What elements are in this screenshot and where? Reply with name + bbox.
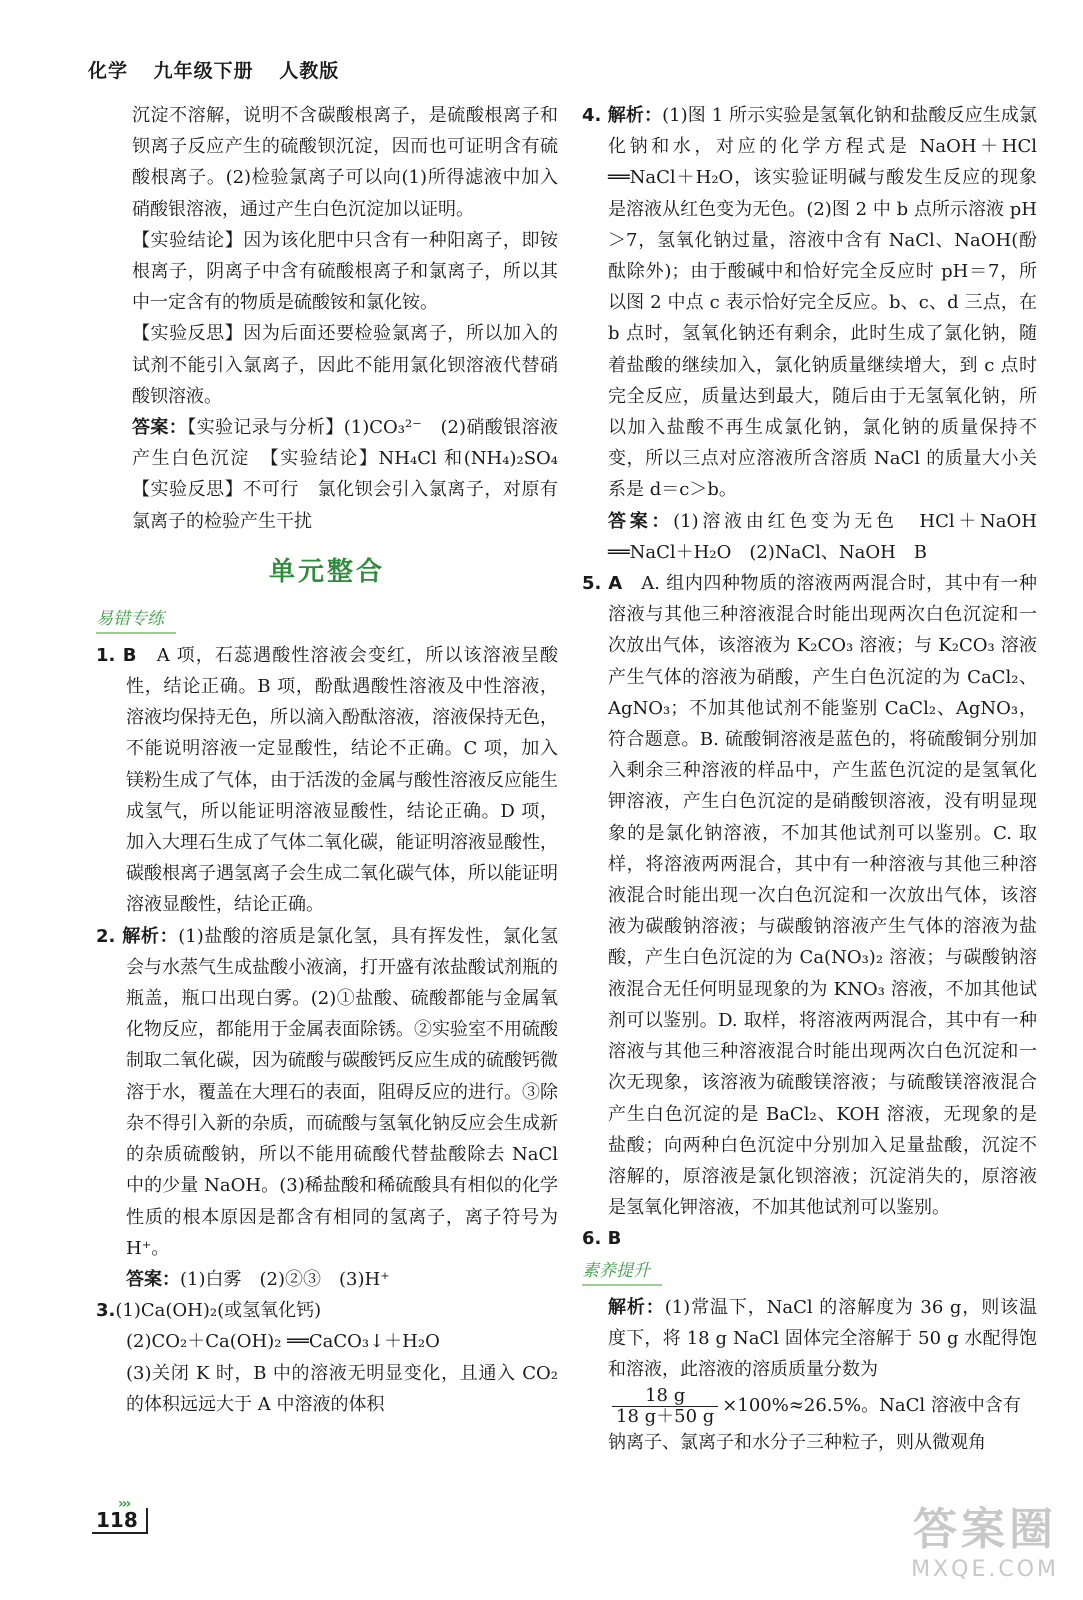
question-3-part-a: (1)Ca(OH)₂(或氢氧化钙) bbox=[115, 1300, 322, 1322]
question-3 bbox=[96, 1295, 558, 1326]
question-6-number: 6. B bbox=[582, 1228, 622, 1250]
unit-title: 单元整合 bbox=[268, 556, 385, 587]
question-7-text-a: (1)常温下，NaCl 的溶解度为 36 g，则该温度下，将 18 g NaCl 固体完全溶解于 50 g 水配得饱和溶液，此溶液的溶质质量分数为 bbox=[608, 1296, 1037, 1380]
question-5 bbox=[582, 568, 1037, 1223]
header-edition: 人教版 bbox=[279, 60, 340, 82]
question-4-answer bbox=[582, 506, 1037, 568]
fraction-numerator: 18 g bbox=[612, 1386, 718, 1407]
left-paragraph-2: 【实验结论】因为该化肥中只含有一种阳离子，即铵根离子，阴离子中含有硫酸根离子和氯离子，所以其中一定含有的物质是硫酸铵和氯化铵。 bbox=[132, 229, 558, 314]
section-label-errors: 易错专练 bbox=[96, 608, 176, 634]
question-1-number: 1. B bbox=[96, 644, 137, 666]
right-column bbox=[582, 100, 1037, 1458]
question-7 bbox=[582, 1292, 1037, 1386]
question-7-fraction-line bbox=[582, 1385, 1037, 1427]
question-2-answer bbox=[96, 1264, 558, 1295]
watermark-line-1: 答案圈 bbox=[913, 1504, 1058, 1555]
question-4 bbox=[582, 100, 1037, 506]
question-6 bbox=[582, 1223, 1037, 1254]
question-3-part-c: (3)关闭 K 时，B 中的溶液无明显变化，且通入 CO₂ 的体积远远大于 A 中溶液的体积 bbox=[126, 1362, 558, 1415]
question-3-part-b: (2)CO₂＋Ca(OH)₂ ══CaCO₃↓＋H₂O bbox=[126, 1331, 440, 1353]
left-answer bbox=[96, 412, 576, 537]
question-4-number: 4. 解析： bbox=[582, 105, 663, 126]
question-1 bbox=[96, 640, 558, 921]
left-paragraph-3: 【实验反思】因为后面还要检验氯离子，所以加入的试剂不能引入氯离子，因此不能用氯化钡溶液代替硝酸钡溶液。 bbox=[132, 323, 558, 407]
header-grade: 九年级下册 bbox=[153, 60, 254, 82]
question-5-text: A. 组内四种物质的溶液两两混合时，其中有一种溶液与其他三种溶液混合时能出现两次白色沉淀和一次放出气体，该溶液为 K₂CO₃ 溶液；与 K₂CO₃ 溶液产生气体的溶液为硝酸，产生白色沉淀的为 CaCl₂、AgNO₃；不加其他试剂不能鉴别 CaCl₂、AgNO₃，符合题意。B. 硫酸铜溶液是蓝色的，将硫酸铜分别加入剩余三种溶液的样品中，产生蓝色沉淀的是氢氧化钾溶液，产生白色沉淀的是硝酸钡溶液，没有明显现象的是氯化钠溶液，不加其他试剂可以鉴别。C. 取样，将溶液两两混合，其中有一种溶液与其他三种溶液混合时能出现一次白色沉淀和一次放出气体，该溶液为碳酸钠溶液；与碳酸钠溶液产生气体的溶液为盐酸，产生白色沉淀的为 Ca(NO₃)₂ 溶液；与碳酸钠溶液混合无任何明显现象的为 KNO₃ 溶液，不加其他试剂可以鉴别。D. 取样，将溶液两两混合，其中有一种溶液与其他三种溶液混合时能出现两次白色沉淀和一次无现象，该溶液为硫酸镁溶液；与硫酸镁溶液混合产生白色沉淀的是 BaCl₂、KOH 溶液，无现象的是盐酸；向两种白色沉淀中分别加入足量盐酸，沉淀不溶解的，原溶液是氯化钡溶液；沉淀消失的，原溶液是氢氧化钾溶液，不加其他试剂可以鉴别。 bbox=[608, 573, 1037, 1219]
question-2 bbox=[96, 921, 558, 1264]
question-7-text-b: ×100%≈26.5%。NaCl 溶液中含有 bbox=[722, 1395, 1021, 1417]
question-2-number: 2. 解析： bbox=[96, 925, 179, 947]
header-subject: 化学 bbox=[88, 60, 129, 82]
left-column bbox=[96, 100, 576, 1420]
question-7-text-c: 钠离子、氯离子和水分子三种粒子，则从微观角 bbox=[608, 1432, 986, 1454]
fraction-denominator: 18 g＋50 g bbox=[616, 1405, 715, 1427]
watermark bbox=[911, 1493, 1059, 1582]
question-7-label: 解析： bbox=[608, 1296, 665, 1318]
answer-label: 答案： bbox=[132, 417, 188, 439]
watermark-line-2: MXQE.COM bbox=[911, 1557, 1059, 1582]
question-4-text: (1)图 1 所示实验是氢氧化钠和盐酸反应生成氯化钠和水，对应的化学方程式是 NaOH＋HCl ══NaCl＋H₂O，该实验证明碱与酸发生反应的现象是溶液从红色变为无色。(2)图 2 中 b 点所示溶液 pH＞7，氢氧化钠过量，溶液中含有 NaCl、NaOH(酚酞除外)；由于酸碱中和恰好完全反应时 pH＝7，所以图 2 中点 c 表示恰好完全反应。b、c、d 三点，在 b 点时，氢氧化钠还有剩余，此时生成了氯化钠，随着盐酸的继续加入，氯化钠质量继续增大，到 c 点时完全反应，质量达到最大，随后由于无氢氧化钠，所以加入盐酸不再生成氯化钠，氯化钠的质量保持不变，所以三点对应溶液所含溶质 NaCl 的质量大小关系是 d＝c＞b。 bbox=[608, 105, 1037, 501]
question-4-answer-text: (1)溶液由红色变为无色 HCl＋NaOH ══NaCl＋H₂O (2)NaCl、NaOH B bbox=[608, 510, 1037, 563]
question-2-answer-text: (1)白雾 (2)②③ (3)H⁺ bbox=[180, 1268, 390, 1290]
question-5-number: 5. A bbox=[582, 573, 623, 595]
left-paragraph-1: 沉淀不溶解，说明不含碳酸根离子，是硫酸根离子和钡离子反应产生的硫酸钡沉淀，因而也可证明含有硫酸根离子。(2)检验氯离子可以向(1)所得滤液中加入硝酸银溶液，通过产生白色沉淀加以证明。 bbox=[132, 105, 558, 220]
section-label-literacy: 素养提升 bbox=[582, 1260, 662, 1286]
mass-fraction bbox=[612, 1386, 718, 1427]
question-2-text: (1)盐酸的溶质是氯化氢，具有挥发性，氯化氢会与水蒸气生成盐酸小液滴，打开盛有浓盐酸试剂瓶的瓶盖，瓶口出现白雾。(2)①盐酸、硫酸都能与金属氧化物反应，都能用于金属表面除锈。②实验室不用硫酸制取二氧化碳，因为硫酸与碳酸钙反应生成的硫酸钙微溶于水，覆盖在大理石的表面，阻碍反应的进行。③除杂不得引入新的杂质，而硫酸与氢氧化钠反应会生成新的杂质硫酸钠，所以不能用硫酸代替盐酸除去 NaCl 中的少量 NaOH。(3)稀盐酸和稀硫酸具有相似的化学性质的根本原因是都含有相同的氢离子，离子符号为 H⁺。 bbox=[126, 925, 558, 1259]
page-header bbox=[88, 56, 357, 83]
question-4-answer-label: 答案： bbox=[608, 510, 674, 532]
page-number: 118 bbox=[92, 1508, 148, 1534]
answer-text: 【实验记录与分析】(1)CO₃²⁻ (2)硝酸银溶液 产生白色沉淀 【实验结论】NH₄Cl 和(NH₄)₂SO₄ 【实验反思】不可行 氯化钡会引入氯离子，对原有氯离子的检验产生干扰 bbox=[132, 417, 576, 532]
question-1-text: A 项，石蕊遇酸性溶液会变红，所以该溶液呈酸性，结论正确。B 项，酚酞遇酸性溶液及中性溶液，溶液均保持无色，所以滴入酚酞溶液，溶液保持无色，不能说明溶液一定显酸性，结论不正确。C 项，加入镁粉生成了气体，由于活泼的金属与酸性溶液反应能生成氢气，所以能证明溶液显酸性，结论正确。D 项，加入大理石生成了气体二氧化碳，能证明溶液显酸性，碳酸根离子遇氢离子会生成二氧化碳气体，所以能证明溶液显酸性，结论正确。 bbox=[126, 644, 559, 916]
page-arrows-icon: ››› bbox=[118, 1496, 130, 1512]
question-2-answer-label: 答案： bbox=[126, 1268, 180, 1290]
question-3-number: 3. bbox=[96, 1300, 116, 1322]
